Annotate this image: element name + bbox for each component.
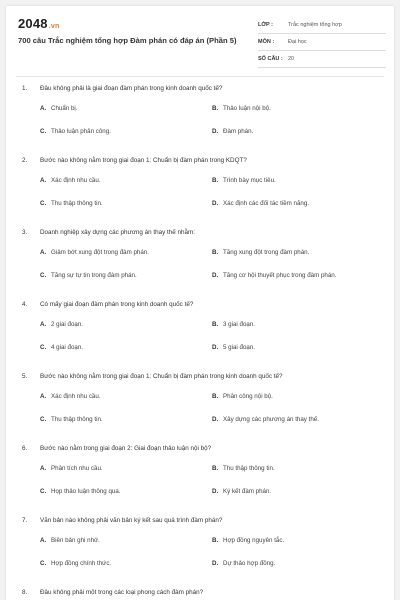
answer-option-c[interactable] [40,200,103,207]
option-letter: C. [40,272,47,279]
option-letter: A. [40,537,47,544]
question-item [6,292,394,364]
option-text: Hợp đồng nguyên tắc. [223,537,285,544]
option-text: Thu thập thông tin. [51,200,103,207]
option-letter: B. [212,393,219,400]
option-text: Thảo luận phân công. [51,128,111,135]
option-text: Thu thập thông tin. [223,465,275,472]
answer-option-d[interactable] [212,344,255,351]
option-text: Tăng sự tự tin trong đàm phán. [51,272,137,279]
answer-option-c[interactable] [40,128,111,135]
answer-option-d[interactable] [212,272,336,279]
document-page [6,6,394,600]
answer-option-b[interactable] [212,465,275,472]
answer-option-c[interactable] [40,344,83,351]
option-letter: D. [212,488,219,495]
option-letter: C. [40,344,47,351]
option-letter: A. [40,321,47,328]
question-text: Đâu không phải là giai đoạn đàm phán trong kinh doanh quốc tế? [40,85,223,92]
option-letter: C. [40,560,47,567]
question-text-row [6,373,394,383]
question-number: 7. [22,517,28,524]
option-text: Xác định các đối tác tiềm năng. [223,200,309,207]
option-letter: B. [212,465,219,472]
page-title: 700 câu Trắc nghiệm tổng hợp Đàm phán có đáp án (Phần 5) [18,36,237,45]
option-text: Xác định nhu cầu. [51,177,101,184]
answer-option-b[interactable] [212,537,284,544]
option-letter: C. [40,200,47,207]
option-text: 5 giai đoạn. [223,344,255,351]
question-item [6,148,394,220]
question-text-row [6,445,394,455]
question-text-row [6,301,394,311]
option-letter: A. [40,249,47,256]
meta-table [258,18,386,69]
option-letter: A. [40,177,47,184]
option-text: Tăng xung đột trong đàm phán. [223,249,310,256]
option-letter: D. [212,416,219,423]
option-letter: C. [40,416,47,423]
question-item [6,508,394,580]
meta-label: SỐ CÂU : [258,56,283,62]
answer-option-b[interactable] [212,321,255,328]
option-letter: C. [40,128,47,135]
option-text: Giảm bớt xung đột trong đàm phán. [51,249,149,256]
question-text-row [6,157,394,167]
answer-option-b[interactable] [212,393,273,400]
option-text: 4 giai đoạn. [51,344,83,351]
option-letter: C. [40,488,47,495]
option-letter: A. [40,393,47,400]
answer-options [6,393,394,443]
meta-label: LỚP : [258,22,273,28]
option-text: Phân công nội bộ. [223,393,273,400]
option-text: Phân tích nhu cầu. [51,465,103,472]
option-letter: B. [212,249,219,256]
answer-option-a[interactable] [40,537,100,544]
answer-option-b[interactable] [212,177,276,184]
answer-options [6,465,394,515]
question-number: 3. [22,229,28,236]
answer-option-b[interactable] [212,105,271,112]
option-text: Tăng cơ hội thuyết phục trong đàm phán. [223,272,337,279]
answer-option-a[interactable] [40,105,78,112]
answer-options [6,177,394,227]
answer-option-c[interactable] [40,416,103,423]
logo-suffix: .vn [48,23,60,30]
question-text: Đâu không phải một trong các loại phong cách đàm phán? [40,589,204,596]
option-text: Chuẩn bị. [51,105,78,112]
answer-options [6,537,394,587]
option-letter: A. [40,465,47,472]
answer-option-a[interactable] [40,321,83,328]
meta-value: Trắc nghiệm tổng hợp [288,22,342,28]
question-number: 4. [22,301,28,308]
question-item [6,220,394,292]
question-item [6,364,394,436]
option-letter: D. [212,128,219,135]
option-letter: B. [212,177,219,184]
meta-label: MÔN : [258,39,275,45]
question-text: Văn bản nào không phải văn bản ký kết sau quá trình đàm phán? [40,517,223,524]
question-text: Bước nào nằm trong giai đoạn 2: Giai đoạn thảo luận nội bộ? [40,445,212,452]
question-number: 6. [22,445,28,452]
answer-option-d[interactable] [212,416,319,423]
option-letter: B. [212,537,219,544]
question-text-row [6,589,394,599]
answer-option-a[interactable] [40,393,101,400]
question-item [6,76,394,148]
question-text: Doanh nghiệp xây dựng các phương án thay thế nhằm: [40,229,196,236]
answer-options [6,105,394,155]
meta-row-count [258,52,386,68]
option-letter: D. [212,272,219,279]
question-list [6,76,394,600]
option-text: Họp thảo luận thông qua. [51,488,121,495]
answer-option-c[interactable] [40,488,121,495]
question-text-row [6,229,394,239]
meta-row-class [258,18,386,34]
answer-options [6,249,394,299]
option-text: 2 giai đoạn. [51,321,83,328]
option-text: Xác định nhu cầu. [51,393,101,400]
option-text: Đàm phán. [223,128,254,135]
question-text: Có mấy giai đoạn đàm phán trong kinh doanh quốc tế? [40,301,194,308]
option-letter: A. [40,105,47,112]
answer-option-d[interactable] [212,488,271,495]
option-text: Thu thập thông tin. [51,416,103,423]
answer-option-b[interactable] [212,249,309,256]
option-text: Dự thảo hợp đồng. [223,560,276,567]
question-number: 2. [22,157,28,164]
option-letter: D. [212,200,219,207]
site-logo[interactable] [18,16,59,31]
question-text: Bước nào không nằm trong giai đoạn 1: Chuẩn bị đàm phán trong KDQT? [40,157,247,164]
logo-text: 2048 [18,16,48,31]
document-header [6,6,394,72]
option-text: Trình bày mục tiêu. [223,177,276,184]
option-letter: B. [212,105,219,112]
option-text: Thảo luận nội bộ. [223,105,271,112]
option-text: 3 giai đoạn. [223,321,255,328]
question-number: 1. [22,85,28,92]
answer-option-c[interactable] [40,272,137,279]
question-number: 5. [22,373,28,380]
answer-options [6,321,394,371]
option-letter: D. [212,344,219,351]
option-text: Xây dựng các phương án thay thế. [223,416,319,423]
option-text: Biên bản ghi nhớ. [51,537,100,544]
answer-option-a[interactable] [40,177,101,184]
answer-option-d[interactable] [212,200,309,207]
answer-option-a[interactable] [40,249,149,256]
answer-option-d[interactable] [212,128,253,135]
question-text: Bước nào không nằm trong giai đoạn 1: Chuẩn bị đàm phán trong kinh doanh quốc tế? [40,373,283,380]
question-number: 8. [22,589,28,596]
question-item [6,436,394,508]
meta-row-subject [258,35,386,51]
meta-value: 20 [288,56,295,62]
option-text: Ký kết đàm phán. [223,488,272,495]
option-letter: B. [212,321,219,328]
question-text-row [6,85,394,95]
answer-option-d[interactable] [212,560,275,567]
answer-option-c[interactable] [40,560,111,567]
option-text: Hợp đồng chính thức. [51,560,112,567]
question-text-row [6,517,394,527]
option-letter: D. [212,560,219,567]
meta-value: Đại học [288,39,307,45]
answer-option-a[interactable] [40,465,103,472]
